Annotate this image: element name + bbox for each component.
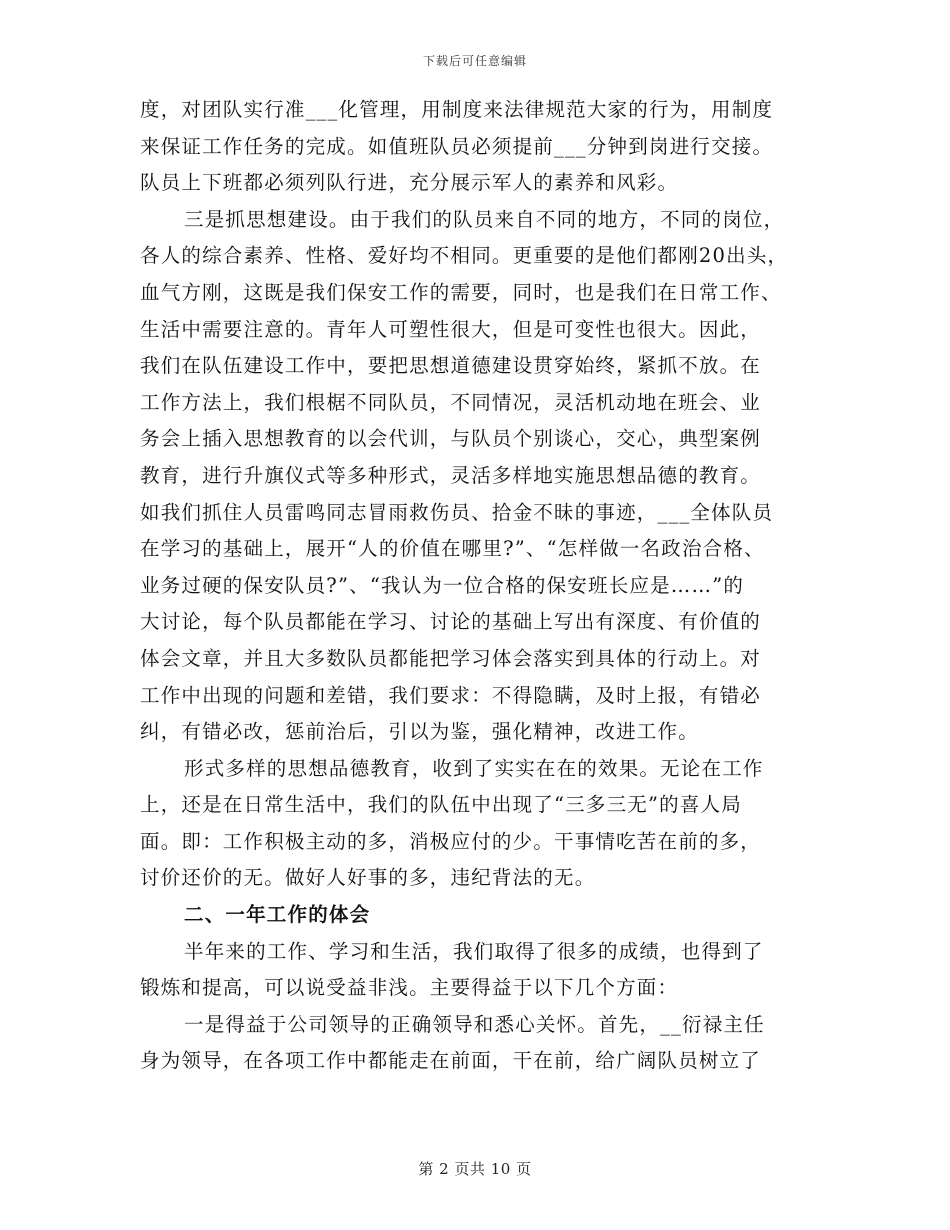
text-line: 各人的综合素养、性格、爱好均不相同。更重要的是他们都刚20出头， xyxy=(140,244,789,268)
text-line: 一是得益于公司领导的正确领导和悉心关怀。首先，__衍禄主任 xyxy=(184,1012,765,1036)
text-line: 务会上插入思想教育的以会代训，与队员个别谈心，交心，典型案例 xyxy=(140,427,762,451)
text-line: 业务过硬的保安队员?”、“我认为一位合格的保安班长应是……”的 xyxy=(140,573,745,597)
section-heading: 二、一年工作的体会 xyxy=(184,903,371,927)
page-footer: 第 2 页共 10 页 xyxy=(418,1160,532,1178)
text-line: 半年来的工作、学习和生活，我们取得了很多的成绩，也得到了 xyxy=(184,939,764,963)
text-line: 我们在队伍建设工作中，要把思想道德建设贯穿始终，紧抓不放。在 xyxy=(140,354,762,378)
text-line: 锻炼和提高，可以说受益非浅。主要得益于以下几个方面： xyxy=(140,976,679,1000)
text-line: 体会文章，并且大多数队员都能把学习体会落实到具体的行动上。对 xyxy=(140,646,762,670)
text-line: 队员上下班都必须列队行进，充分展示军人的素养和风彩。 xyxy=(140,171,679,195)
text-line: 生活中需要注意的。青年人可塑性很大，但是可变性也很大。因此， xyxy=(140,317,762,341)
body-text xyxy=(140,92,820,1080)
text-line: 工作中出现的问题和差错，我们要求：不得隐瞒，及时上报，有错必 xyxy=(140,683,762,707)
text-line: 上，还是在日常生活中，我们的队伍中出现了“三多三无”的喜人局 xyxy=(140,793,742,817)
text-line: 如我们抓住人员雷鸣同志冒雨救伤员、拾金不昧的事迹，___全体队员 xyxy=(140,500,774,524)
text-line: 讨价还价的无。做好人好事的多，违纪背法的无。 xyxy=(140,866,596,890)
text-line: 面。即：工作积极主动的多，消极应付的少。干事情吃苦在前的多， xyxy=(140,829,762,853)
text-line: 三是抓思想建设。由于我们的队员来自不同的地方，不同的岗位， xyxy=(184,207,785,231)
text-line: 大讨论，每个队员都能在学习、讨论的基础上写出有深度、有价值的 xyxy=(140,610,762,634)
page-header: 下载后可任意编辑 xyxy=(422,54,527,68)
text-line: 在学习的基础上，展开“人的价值在哪里?”、“怎样做一名政治合格、 xyxy=(140,537,765,561)
text-line: 教育，进行升旗仪式等多种形式，灵活多样地实施思想品德的教育。 xyxy=(140,463,762,487)
text-line: 工作方法上，我们根椐不同队员，不同情况，灵活机动地在班会、业 xyxy=(140,390,762,414)
text-line: 身为领导，在各项工作中都能走在前面，干在前，给广阔队员树立了 xyxy=(140,1049,762,1073)
text-line: 来保证工作任务的完成。如值班队员必须提前___分钟到岗进行交接。 xyxy=(140,134,774,158)
text-line: 纠，有错必改，惩前治后，引以为鉴，强化精神，改进工作。 xyxy=(140,720,699,744)
text-line: 度，对团队实行准___化管理，用制度来法律规范大家的行为，用制度 xyxy=(140,98,774,121)
text-line: 形式多样的思想品德教育，收到了实实在在的效果。无论在工作 xyxy=(184,756,764,780)
text-line: 血气方刚，这既是我们保安工作的需要，同时，也是我们在日常工作、 xyxy=(140,280,782,304)
